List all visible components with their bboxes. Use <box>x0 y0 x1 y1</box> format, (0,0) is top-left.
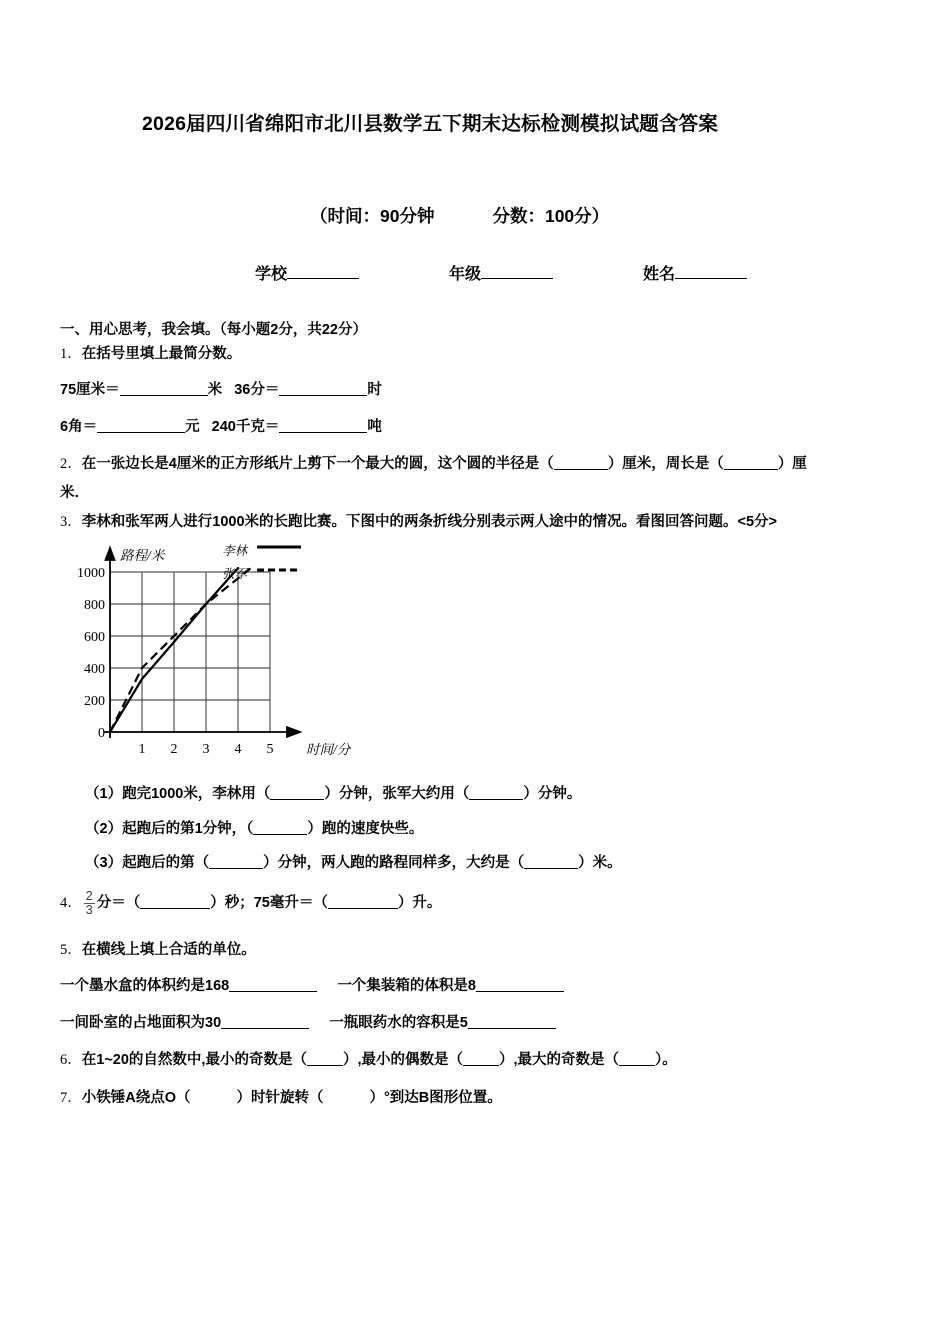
q2-blank-1[interactable] <box>554 455 608 470</box>
q3-sub1-post: ）分钟。 <box>523 786 582 803</box>
question-4-number: 4． <box>60 894 82 911</box>
question-2-number: 2． <box>60 456 82 473</box>
legend-key-dashed-icon <box>256 561 302 579</box>
legend-key-solid-icon <box>256 538 302 556</box>
q3-sub3-blank-1[interactable] <box>209 854 263 869</box>
chart-legend <box>222 538 302 582</box>
fraction-two-thirds <box>84 890 95 917</box>
q5-b-text: 一个集装箱的体积是8 <box>337 977 476 994</box>
grade-field[interactable] <box>481 263 553 279</box>
q1-a-target: 米 <box>207 381 223 398</box>
q3-sub3-mid: ）分钟，两人跑的路程同样多，大约是（ <box>263 855 525 872</box>
q5-c-text: 一间卧室的占地面积为30 <box>60 1014 222 1031</box>
question-3-sub-3 <box>60 841 890 875</box>
chart-y-tick-labels <box>77 566 105 741</box>
legend-label-lilin: 李林 <box>222 544 248 559</box>
q6-mid-1: ）,最小的偶数是（ <box>342 1052 463 1069</box>
svg-text:200: 200 <box>84 694 105 710</box>
svg-text:1: 1 <box>138 742 146 758</box>
q3-sub3-post: ）米。 <box>578 855 622 872</box>
q2-part-3: ）厘 <box>777 456 807 473</box>
q3-sub2-post: ）跑的速度快些。 <box>307 820 424 837</box>
q7-mid: ）时针旋转（ <box>236 1089 324 1106</box>
q3-sub3-pre: （3）起跑后的第（ <box>85 855 210 872</box>
q1-a-blank[interactable] <box>120 381 208 396</box>
svg-text:0: 0 <box>98 726 105 742</box>
exam-meta <box>60 136 890 228</box>
school-label: 学校 <box>255 266 288 284</box>
legend-item-zhangjun <box>222 561 302 583</box>
chart-gridlines <box>110 572 270 732</box>
q1-d-unit: 千克＝ <box>235 419 280 436</box>
question-1-number: 1． <box>60 346 82 363</box>
q1-b-blank[interactable] <box>279 381 367 396</box>
q1-d-value: 240 <box>211 419 236 436</box>
q3-sub1-blank-1[interactable] <box>270 785 324 800</box>
chart-x-axis-label: 时间/分 <box>306 742 351 758</box>
distance-time-line-chart <box>74 542 404 772</box>
q1-d-blank[interactable] <box>279 418 367 433</box>
identity-line <box>60 228 890 284</box>
legend-label-zhangjun: 张军 <box>222 566 248 581</box>
question-4 <box>60 876 890 917</box>
q1-b-target: 时 <box>367 381 382 398</box>
q5-a-blank[interactable] <box>229 977 317 992</box>
q5-b-blank[interactable] <box>476 977 564 992</box>
q7-pre: 小铁锤A绕点O（ <box>81 1089 191 1106</box>
question-3-number: 3． <box>60 513 82 530</box>
q1-c-unit: 角＝ <box>68 419 98 436</box>
q2-part-1: 在一张边长是4厘米的正方形纸片上剪下一个最大的圆，这个圆的半径是（ <box>81 456 554 473</box>
question-1 <box>60 339 890 366</box>
question-3 <box>60 507 890 534</box>
q5-a-text: 一个墨水盒的体积约是168 <box>60 977 230 994</box>
section-1-heading: 一、用心思考，我会填。（每小题2分，共22分） <box>60 322 367 339</box>
svg-text:400: 400 <box>84 662 105 678</box>
q6-blank-2[interactable] <box>463 1051 499 1066</box>
svg-text:600: 600 <box>84 630 105 646</box>
q5-c-blank[interactable] <box>221 1014 309 1029</box>
q1-c-value: 6 <box>60 419 69 436</box>
q1-b-value: 36 <box>234 381 251 398</box>
q3-sub1-mid: ）分钟，张军大约用（ <box>324 786 470 803</box>
q1-b-unit: 分＝ <box>250 381 280 398</box>
q3-sub1-blank-2[interactable] <box>469 785 523 800</box>
q6-post: ）。 <box>655 1052 677 1069</box>
question-5-text: 在横线上填上合适的单位。 <box>81 942 256 959</box>
question-3-text: 李林和张军两人进行1000米的长跑比赛。下图中的两条折线分别表示两人途中的情况。看图回答问题。<5分> <box>81 513 778 530</box>
q2-blank-2[interactable] <box>724 455 778 470</box>
question-7-number: 7． <box>60 1089 82 1106</box>
question-5-line-2 <box>60 1000 890 1037</box>
svg-text:3: 3 <box>202 742 210 758</box>
q5-d-blank[interactable] <box>468 1014 556 1029</box>
svg-text:1000: 1000 <box>77 566 105 582</box>
exam-time-label: （时间：90分钟 <box>310 206 435 227</box>
question-5-line-1 <box>60 963 890 1000</box>
question-7 <box>60 1073 890 1110</box>
q2-part-2: ）厘米，周长是（ <box>607 456 724 473</box>
svg-text:2: 2 <box>170 742 178 758</box>
q6-mid-2: ）,最大的奇数是（ <box>498 1052 620 1069</box>
q4-blank-1[interactable] <box>140 894 210 909</box>
q4-blank-2[interactable] <box>328 894 398 909</box>
q1-d-target: 吨 <box>367 419 382 436</box>
question-3-sub-1 <box>60 772 890 806</box>
question-6-number: 6． <box>60 1052 82 1069</box>
series-zhangjun-line <box>110 568 251 732</box>
q6-pre: 在1~20的自然数中,最小的奇数是（ <box>81 1052 307 1069</box>
svg-text:800: 800 <box>84 598 105 614</box>
page-title: 2026届四川省绵阳市北川县数学五下期末达标检测模拟试题含答案 <box>142 113 719 135</box>
school-field[interactable] <box>287 263 359 279</box>
q3-sub2-blank[interactable] <box>253 820 307 835</box>
grade-label: 年级 <box>449 266 482 284</box>
question-2 <box>60 441 890 507</box>
question-3-sub-2 <box>60 807 890 841</box>
fraction-denominator: 3 <box>85 902 93 917</box>
q5-d-text: 一瓶眼药水的容积是5 <box>329 1014 468 1031</box>
question-1-line-2 <box>60 404 890 441</box>
fraction-numerator: 2 <box>85 888 93 903</box>
q3-sub1-pre: （1）跑完1000米，李林用（ <box>85 786 271 803</box>
q1-a-value: 75 <box>60 381 77 398</box>
svg-text:5: 5 <box>266 742 274 758</box>
legend-item-lilin <box>222 538 302 560</box>
svg-text:4: 4 <box>234 742 242 758</box>
q2-part-4: 米． <box>60 484 89 501</box>
question-5-number: 5． <box>60 942 82 959</box>
question-1-line-1 <box>60 367 890 404</box>
q4-pre: 分＝（ <box>96 894 141 911</box>
chart-y-axis-label: 路程/米 <box>120 548 165 564</box>
q7-post: ）°到达B图形位置。 <box>369 1089 502 1106</box>
name-label: 姓名 <box>643 266 676 284</box>
q6-blank-3[interactable] <box>619 1051 655 1066</box>
q6-blank-1[interactable] <box>307 1051 343 1066</box>
question-6 <box>60 1037 890 1072</box>
question-5 <box>60 917 890 962</box>
q4-mid: ）秒；75毫升＝（ <box>210 894 328 911</box>
q1-a-unit: 厘米＝ <box>76 381 120 398</box>
q3-sub2-pre: （2）起跑后的第1分钟，（ <box>85 820 254 837</box>
question-1-text: 在括号里填上最简分数。 <box>81 346 242 363</box>
q1-c-blank[interactable] <box>97 418 185 433</box>
q3-sub3-blank-2[interactable] <box>524 854 578 869</box>
q4-post: ）升。 <box>397 894 442 911</box>
exam-score-label: 分数：100分） <box>492 206 610 227</box>
q1-c-target: 元 <box>185 419 200 436</box>
chart-x-tick-labels <box>139 742 274 757</box>
name-field[interactable] <box>675 263 747 279</box>
